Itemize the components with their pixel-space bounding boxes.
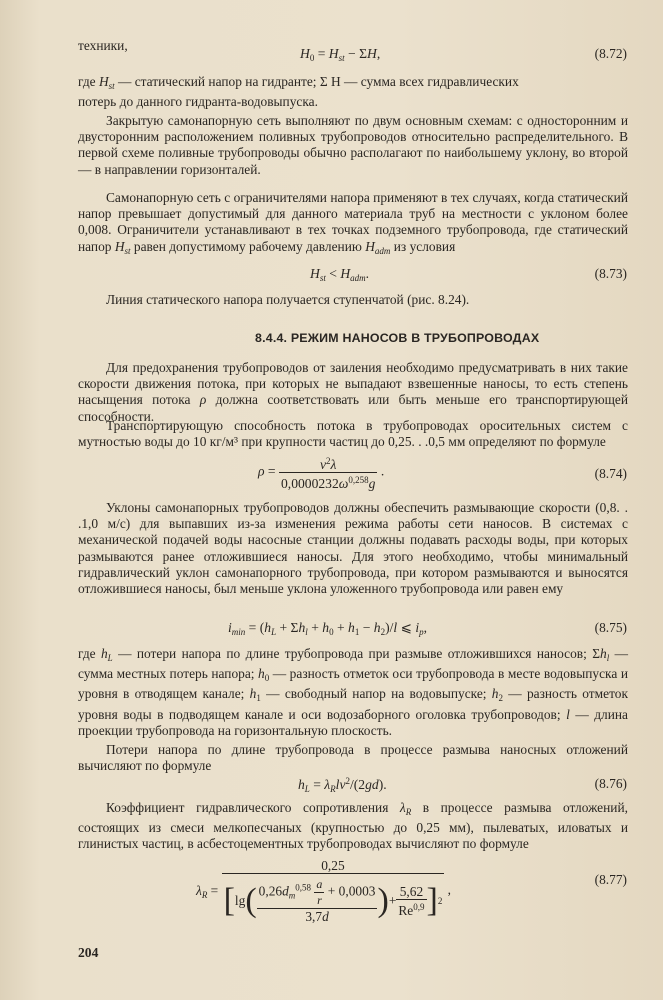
text-line: потерь до данного гидранта-водовыпуска.: [78, 94, 318, 110]
equation-number: (8.75): [594, 620, 627, 635]
equation-number: (8.76): [594, 776, 627, 791]
paragraph-siltation: Для предохранения трубопроводов от заиления необходимо предусматривать в них такие скорости движения потока, при которых не выпадают взвешенные наносы, то есть степень насыщения потока ρ должна соответствовать или быть меньше его транспортирующей способности.: [78, 360, 629, 424]
text-line: техники,: [78, 38, 128, 53]
formula-8-72: $H_0 = H_{st} - \Sigma H$,: [300, 46, 381, 63]
paragraph-where-2: где $h_L$ — потери напора по длине трубопровода при размыве отложившихся наносов; $\Sigma h_l$ — сумма местных потерь напора; $h_0$ — разность отметок оси трубопровода в месте водовыпуска и уровня в отводящем канале; $h_1$ — свободный напор на водовыпуске; $h_2$ — разность отметок уровня воды в подводящем канале и оси водозаборного оголовка трубопроводов; l — длина проекции трубопровода на горизонтальную плоскость.: [78, 646, 628, 738]
section-heading: 8.4.4. РЕЖИМ НАНОСОВ В ТРУБОПРОВОДАХ: [255, 331, 540, 345]
paragraph-scheme: Закрытую самонапорную сеть выполняют по двум основным схемам: с односторонним и двусторонним расположением поливных трубопроводов относительно распределительного. В первой схеме поливные трубопроводы обычно располагают по наибольшему уклону, во второй — в направлении горизонталей.: [78, 113, 628, 177]
formula-8-74: ρ = $\frac{v^2\lambda}{0,0000232\omega^{0,258}g}$ .: [258, 456, 385, 491]
text-line: где $H_{st}$ — статический напор на гидранте; Σ H — сумма всех гидравлических: [78, 74, 519, 91]
formula-8-77: $\lambda_R$ = 0,25 [ lg ( $0,26d_m^{0,58}$ $\frac{a}{r}$ + 0,0003 3,7d ) + $\frac{5,62}{Re^{0,9}}$ ] 2 ,: [196, 858, 452, 924]
paragraph-where-1: [78, 74, 628, 110]
page-number: 204: [78, 945, 99, 960]
paragraph-slopes: Уклоны самонапорных трубопроводов должны обеспечить размывающие скорости (0,8. . .1,0 м/с) для выпавших из-за изменения режима работы сети наносов. В системах с механической подачей воды насосные станции должны подавать расходы воды, при которых размываются ранее отложившиеся наносы. Для этого необходимо, чтобы минимальный гидравлический уклон самонапорного трубопровода, при котором размываются и выносятся отложившиеся наносы, был меньше уклона уложенного трубопровода или равен ему: [78, 500, 628, 597]
formula-8-76: $h_L = \lambda_Rlv^2/(2gd)$.: [298, 776, 387, 794]
formula-8-75: $i_{min} = (h_L + \Sigma h_l + h_0 + h_1 - h_2)/l$ ⩽ $i_p$,: [228, 620, 428, 637]
equation-number: (8.74): [594, 466, 627, 481]
paragraph-losses: Потери напора по длине трубопровода в процессе размыва наносных отложений вычисляют по формуле: [78, 742, 628, 774]
equation-number: (8.73): [594, 266, 627, 281]
formula-8-73: $H_{st} < H_{adm}$.: [310, 266, 370, 283]
paragraph-transport: Транспортирующую способность потока в трубопроводах оросительных систем с мутностью воды до 10 кг/м³ при крупности частиц до 0,25. . .0,5 мм определяют по формуле: [78, 418, 628, 450]
equation-number: (8.77): [594, 872, 627, 887]
equation-number: (8.72): [594, 46, 627, 61]
paragraph-stepped: Линия статического напора получается ступенчатой (рис. 8.24).: [106, 292, 470, 307]
paragraph-limiters: Самонапорную сеть с ограничителями напора применяют в тех случаях, когда статический напор превышает допустимый для данного материала труб на местности с уклоном более 0,008. Ограничители устанавливают в тех точках подземного трубопровода, где статический напор $H_{st}$ равен допустимому рабочему давлению $H_{adm}$ из условия: [78, 190, 628, 256]
paragraph-resistance: Коэффициент гидравлического сопротивления $\lambda_R$ в процессе размыва отложений, состоящих из смеси мелкопесчаных (крупностью до 0,25 мм), пылеватых, иловатых и глинистых частиц, в асбестоцементных трубопроводах вычисляют по формуле: [78, 800, 628, 852]
